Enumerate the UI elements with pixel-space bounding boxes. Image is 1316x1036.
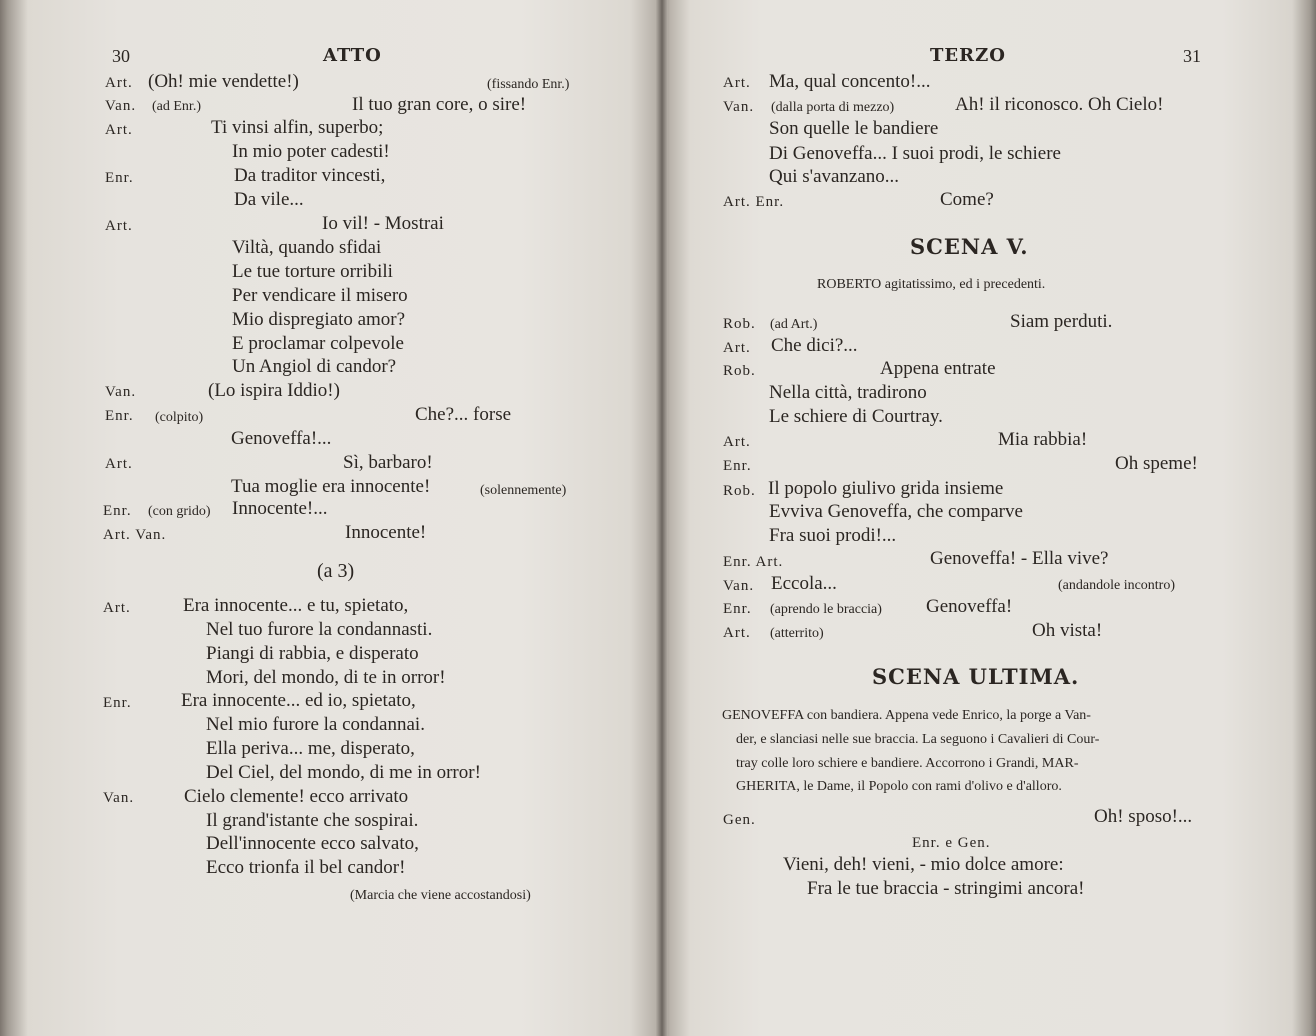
- verse-line: Fra suoi prodi!...: [769, 525, 897, 546]
- scene-cast-line: der, e slanciasi nelle sue braccia. La seguono i Cavalieri di Cour-: [736, 732, 1100, 747]
- verse-line: (Lo ispira Iddio!): [208, 380, 340, 401]
- speaker-label: Enr. Art.: [723, 554, 784, 570]
- stage-direction: (colpito): [155, 410, 204, 425]
- verse-line: Del Ciel, del mondo, di me in orror!: [206, 762, 481, 783]
- verse-line: Innocente!: [345, 522, 427, 543]
- verse-line: Un Angiol di candor?: [232, 356, 397, 377]
- stage-direction: (ad Enr.): [152, 99, 201, 114]
- stage-direction: (atterrito): [770, 626, 824, 641]
- page-number-right: 31: [1183, 46, 1201, 66]
- scene-cast-line: GHERITA, le Dame, il Popolo con rami d'olivo e d'alloro.: [736, 779, 1062, 794]
- verse-line: Che dici?...: [771, 335, 858, 356]
- scene-title: SCENA ULTIMA.: [872, 664, 1080, 689]
- scene-cast: ROBERTO agitatissimo, ed i precedenti.: [817, 277, 1046, 292]
- verse-line: Oh! sposo!...: [1094, 806, 1193, 827]
- stage-direction: (ad Art.): [770, 317, 818, 332]
- scene-title: SCENA V.: [910, 234, 1029, 259]
- verse-line: Innocente!...: [232, 498, 328, 519]
- verse-line: Genoveffa!: [926, 596, 1013, 617]
- verse-line: Mia rabbia!: [998, 429, 1088, 450]
- speaker-label: Van.: [103, 790, 135, 806]
- stage-direction: (solennemente): [480, 483, 567, 498]
- page-number-left: 30: [112, 46, 130, 66]
- verse-line: In mio poter cadesti!: [232, 141, 390, 162]
- verse-line: Sì, barbaro!: [343, 452, 433, 473]
- verse-line: E proclamar colpevole: [232, 333, 404, 354]
- verse-line: Da vile...: [234, 189, 304, 210]
- verse-line: Eccola...: [771, 573, 837, 594]
- verse-line: Il grand'istante che sospirai.: [206, 810, 419, 831]
- verse-line: Viltà, quando sfidai: [232, 237, 382, 258]
- verse-line: Genoveffa!...: [231, 428, 332, 449]
- verse-line: Evviva Genoveffa, che comparve: [769, 501, 1023, 522]
- verse-line: Dell'innocente ecco salvato,: [206, 833, 419, 854]
- speaker-label: Van.: [723, 578, 755, 594]
- verse-line: Mio dispregiato amor?: [232, 309, 406, 330]
- speaker-label: Rob.: [723, 483, 756, 499]
- verse-line: (Oh! mie vendette!): [148, 71, 299, 92]
- speaker-label: Art.: [723, 625, 751, 641]
- stage-direction: (con grido): [148, 504, 211, 519]
- speaker-label: Enr. e Gen.: [912, 835, 991, 851]
- verse-line: Io vil! - Mostrai: [322, 213, 444, 234]
- stage-direction: (aprendo le braccia): [770, 602, 882, 617]
- speaker-label: Enr.: [723, 458, 752, 474]
- verse-line: Ma, qual concento!...: [769, 71, 931, 92]
- verse-line: Oh vista!: [1032, 620, 1103, 641]
- scene-cast-line: GENOVEFFA con bandiera. Appena vede Enrico, la porge a Van-: [722, 708, 1091, 723]
- speaker-label: Van.: [105, 98, 137, 114]
- verse-line: Piangi di rabbia, e disperato: [206, 643, 419, 664]
- speaker-label: Art. Enr.: [723, 194, 785, 210]
- verse-line: Ti vinsi alfin, superbo;: [211, 117, 384, 138]
- ensemble-marker: (a 3): [317, 560, 355, 582]
- running-head-left: ATTO: [323, 45, 382, 66]
- verse-line: Tua moglie era innocente!: [231, 476, 431, 497]
- verse-line: Nel tuo furore la condannasti.: [206, 619, 433, 640]
- verse-line: Siam perduti.: [1010, 311, 1113, 332]
- verse-line: Da traditor vincesti,: [234, 165, 386, 186]
- verse-line: Ella periva... me, disperato,: [206, 738, 415, 759]
- verse-line: Vieni, deh! vieni, - mio dolce amore:: [783, 854, 1064, 875]
- verse-line: Le tue torture orribili: [232, 261, 393, 282]
- speaker-label: Art.: [723, 340, 751, 356]
- speaker-label: Enr.: [723, 601, 752, 617]
- verse-line: Fra le tue braccia - stringimi ancora!: [807, 878, 1085, 899]
- verse-line: Le schiere di Courtray.: [769, 406, 943, 427]
- speaker-label: Van.: [105, 384, 137, 400]
- speaker-label: Art.: [105, 218, 133, 234]
- verse-line: Nella città, tradirono: [769, 382, 927, 403]
- stage-direction: (dalla porta di mezzo): [771, 100, 895, 115]
- stage-direction: (fissando Enr.): [487, 77, 570, 92]
- speaker-label: Rob.: [723, 316, 756, 332]
- speaker-label: Art.: [105, 75, 133, 91]
- book-gutter: [656, 0, 668, 1036]
- verse-line: Qui s'avanzano...: [769, 166, 900, 187]
- speaker-label: Art.: [103, 600, 131, 616]
- speaker-label: Enr.: [103, 503, 132, 519]
- speaker-label: Van.: [723, 99, 755, 115]
- verse-line: Era innocente... ed io, spietato,: [181, 690, 416, 711]
- verse-line: Il popolo giulivo grida insieme: [768, 478, 1004, 499]
- verse-line: Ah! il riconosco. Oh Cielo!: [955, 94, 1164, 115]
- speaker-label: Enr.: [105, 408, 134, 424]
- verse-line: Oh speme!: [1115, 453, 1198, 474]
- verse-line: Mori, del mondo, di te in orror!: [206, 667, 446, 688]
- stage-direction: (andandole incontro): [1058, 578, 1176, 593]
- running-head-right: TERZO: [930, 45, 1006, 66]
- speaker-label: Art.: [105, 456, 133, 472]
- verse-line: Cielo clemente! ecco arrivato: [184, 786, 409, 807]
- verse-line: Il tuo gran core, o sire!: [352, 94, 527, 115]
- speaker-label: Rob.: [723, 363, 756, 379]
- speaker-label: Art.: [723, 434, 751, 450]
- verse-line: Per vendicare il misero: [232, 285, 408, 306]
- verse-line: Appena entrate: [880, 358, 996, 379]
- verse-line: Son quelle le bandiere: [769, 118, 939, 139]
- verse-line: Nel mio furore la condannai.: [206, 714, 425, 735]
- verse-line: Genoveffa! - Ella vive?: [930, 548, 1109, 569]
- speaker-label: Enr.: [105, 170, 134, 186]
- speaker-label: Art.: [105, 122, 133, 138]
- verse-line: Di Genoveffa... I suoi prodi, le schiere: [769, 143, 1061, 164]
- speaker-label: Enr.: [103, 695, 132, 711]
- verse-line: Ecco trionfa il bel candor!: [206, 857, 406, 878]
- verse-line: Come?: [940, 189, 994, 210]
- verse-line: Era innocente... e tu, spietato,: [183, 595, 409, 616]
- speaker-label: Art. Van.: [103, 527, 167, 543]
- scene-cast-line: tray colle loro schiere e bandiere. Accorrono i Grandi, MAR-: [736, 756, 1079, 771]
- speaker-label: Art.: [723, 75, 751, 91]
- speaker-label: Gen.: [723, 812, 756, 828]
- stage-direction: (Marcia che viene accostandosi): [350, 888, 531, 903]
- verse-line: Che?... forse: [415, 404, 512, 425]
